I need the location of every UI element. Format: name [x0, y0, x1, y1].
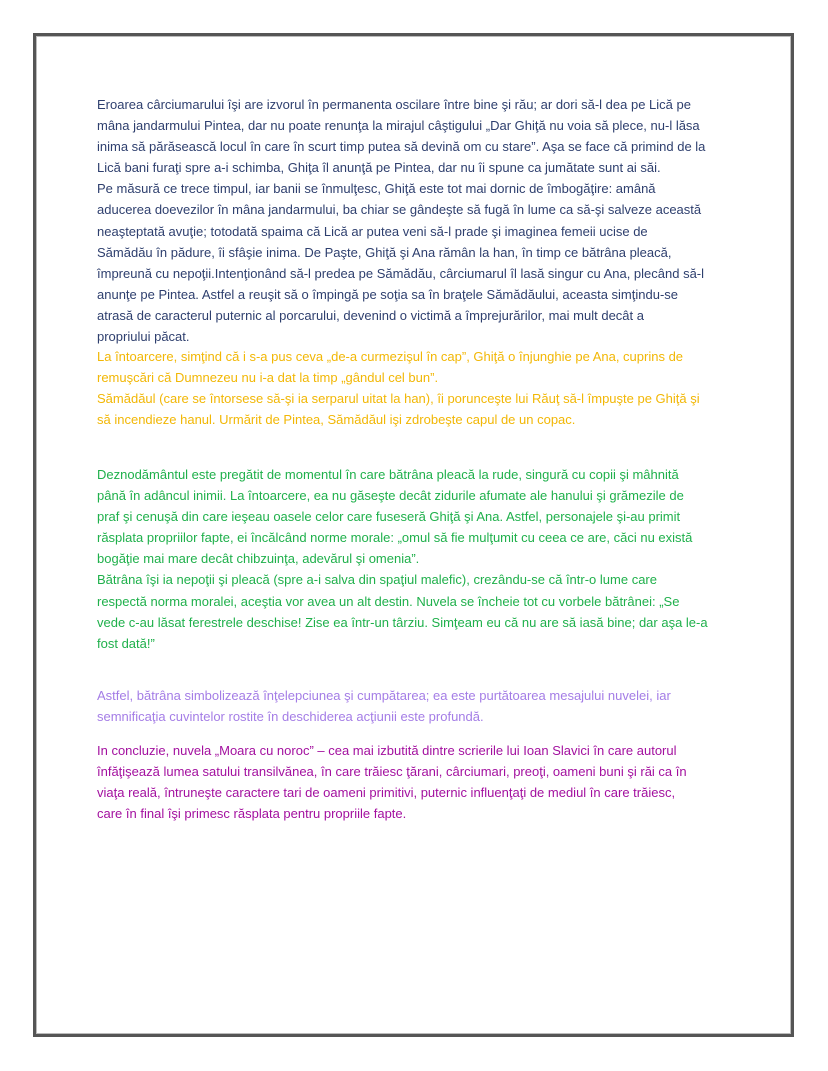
- paragraph-climax: [97, 346, 757, 430]
- text-line: In concluzie, nuvela „Moara cu noroc” – cea mai izbutită dintre scrierile lui Ioan Slavici în care autorul: [97, 743, 677, 758]
- text-line: neaşteptată avuţie; totodată spaima că Lică ar putea veni să-l prade şi imaginea femeii ucise de: [97, 223, 648, 239]
- text-line: care în final îşi primesc răsplata pentru propriile fapte.: [97, 806, 407, 822]
- text-line: Bătrâna îşi ia nepoţii şi pleacă (spre a-i salva din spaţiul malefic), crezându-se că într-o lume care: [97, 572, 657, 588]
- text-line: răsplata propriilor fapte, ei încălcând norme morale: „omul să fie mulţumit cu ceea ce are, căci nu există: [97, 530, 693, 546]
- text-line: La întoarcere, simţind că i s-a pus ceva „de-a curmezişul în cap”, Ghiţă o înjunghie pe Ana, cuprins de: [97, 349, 684, 364]
- text-line: atrasă de caracterul puternic al porcarului, devenind o victimă a împrejurărilor, mai mult decât a: [97, 307, 644, 323]
- text-line: Astfel, bătrâna simbolizează înţelepciunea şi cumpătarea; ea este purtătoarea mesajului nuvelei, iar: [97, 688, 671, 703]
- text-line: Pe măsură ce trece timpul, iar banii se înmulţesc, Ghiţă este tot mai dornic de îmbogăţire: amână: [97, 181, 656, 197]
- text-line: Eroarea cârciumarului îşi are izvorul în permanenta oscilare între bine şi rău; ar dori să-l dea pe Lică pe: [97, 97, 691, 112]
- paragraph-denouement: [97, 464, 757, 654]
- text-line: respectă norma moralei, aceştia vor avea un alt destin. Nuvela se încheie tot cu vorbele bătrânei: „Se: [97, 593, 680, 609]
- text-line: inima să părăsească locul în care în scurt timp putea să devină om cu stare”. Aşa se face că primind de la: [97, 139, 706, 155]
- text-line: mâna jandarmului Pintea, dar nu poate renunţa la mirajul câştigului „Dar Ghiţă nu voia să plece, nu-l lăsa: [97, 118, 700, 134]
- text-line: să incendieze hanul. Urmărit de Pintea, Sămădăul işi zdrobeşte capul de un copac.: [97, 412, 576, 428]
- text-line: praf şi cenuşă din care ieşeau oasele celor care fuseseră Ghiţă şi Ana. Astfel, personajele şi-au primit: [97, 509, 681, 525]
- paragraph-plot-conflict: [97, 94, 757, 347]
- text-line: înfăţişează lumea satului transilvănea, în care trăiesc ţărani, cârciumari, preoţi, oameni buni şi răi ca în: [97, 764, 687, 780]
- text-line: viaţa reală, întruneşte caractere tari de oameni primitivi, puternic influenţaţi de mediul în care trăiesc,: [97, 785, 676, 801]
- text-line: Lică bani furaţi spre a-i schimba, Ghiţa îl anunţă pe Pintea, dar nu îi spune ca jumătate sunt ai săi.: [97, 160, 661, 176]
- text-line: propriului păcat.: [97, 329, 190, 345]
- text-line: semnificaţia cuvintelor rostite în deschiderea acţiunii este profundă.: [97, 709, 484, 725]
- text-line: anunţe pe Pintea. Astfel a reuşit să o împingă pe soţia sa în braţele Sămădăului, aceasta simţindu-se: [97, 286, 679, 302]
- text-line: Sămădăul (care se întorsese să-şi ia serparul uitat la han), îi porunceşte lui Răuţ să-l împuşte pe Ghiţă şi: [97, 391, 700, 407]
- paragraph-old-woman-symbol: [97, 685, 757, 727]
- text-line: bogăţie mai mare decât chibzuinţa, adevărul şi omenia”.: [97, 551, 420, 567]
- text-line: împreună cu nepoţii.Intenţionând să-l predea pe Sămădău, cârciumarul îl lasă singur cu Ana, plecând să-l: [97, 265, 705, 281]
- text-line: remuşcări că Dumnezeu nu i-a dat la timp „gândul cel bun”.: [97, 370, 439, 386]
- text-line: Sămădău în pădure, îi sfâşie inima. De Paşte, Ghiţă şi Ana rămân la han, în timp ce bătrâna pleacă,: [97, 244, 672, 260]
- text-line: Deznodământul este pregătit de momentul în care bătrâna pleacă la rude, singură cu copii şi mâhnită: [97, 467, 679, 482]
- text-line: până în adâncul inimii. La întoarcere, ea nu găseşte decât zidurile afumate ale hanului şi grămezile de: [97, 488, 684, 504]
- text-line: vede c-au lăsat ferestrele deschise! Zise ea într-un târziu. Simţeam eu că nu are să iasă bine; dar aşa le-a: [97, 614, 708, 630]
- paragraph-conclusion: [97, 740, 757, 824]
- text-line: fost dată!”: [97, 635, 155, 651]
- text-line: aducerea doevezilor în mâna jandarmului, ba chiar se gândeşte să fugă în lume ca să-şi salveze această: [97, 202, 702, 218]
